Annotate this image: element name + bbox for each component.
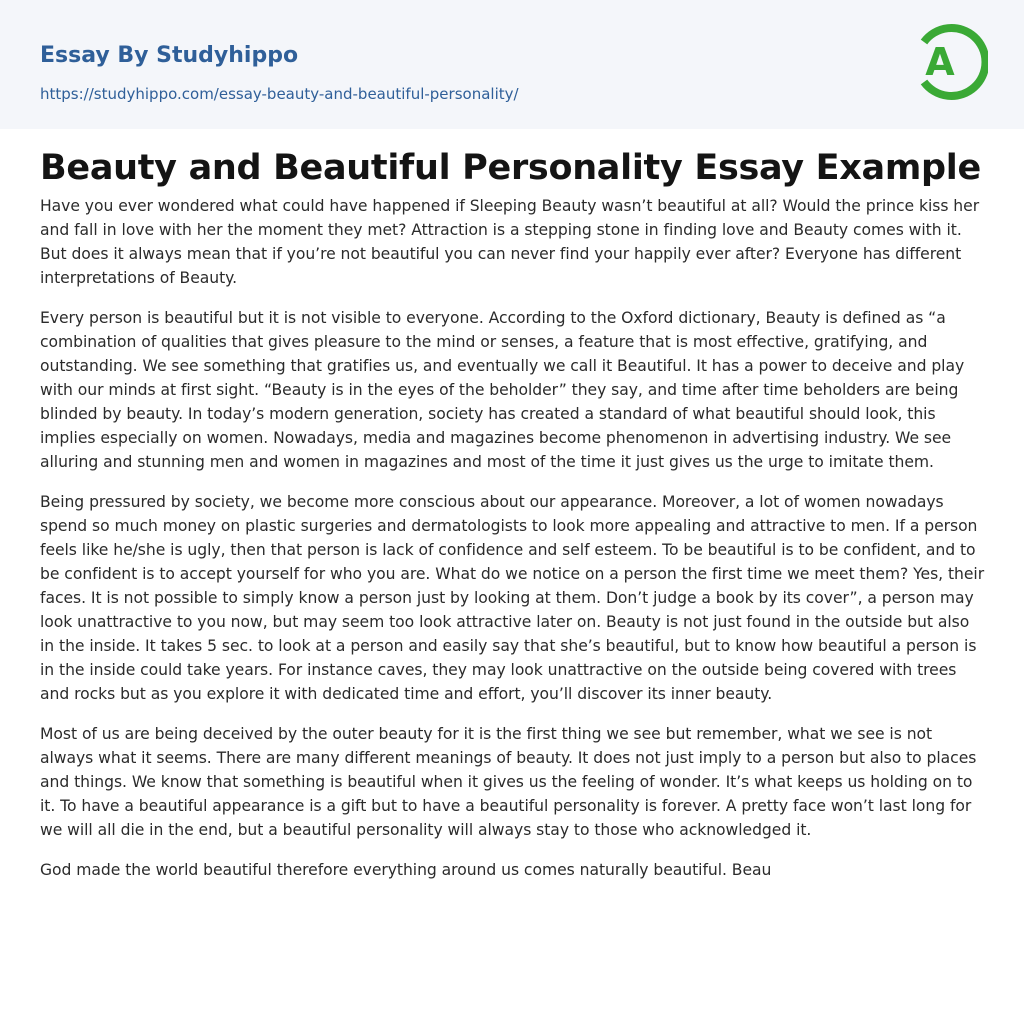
essay-paragraph: Most of us are being deceived by the outer beauty for it is the first thing we see but remember, what we see is not always what it seems. There are many different meanings of beauty. It does not just imply to a person but also to places and things. We know that something is beautiful when it gives us the feeling of wonder. It’s what keeps us holding on to it. To have a beautiful appearance is a gift but to have a beautiful personality is forever. A pretty face won’t last long for we will all die in the end, but a beautiful personality will always stay to those who acknowledged it.	[40, 725, 977, 839]
essay-title-container	[40, 0, 990, 190]
site-title: Essay By Studyhippo	[40, 43, 299, 68]
logo-letter: A	[925, 40, 955, 84]
source-url-link[interactable]: https://studyhippo.com/essay-beauty-and-beautiful-personality/	[40, 85, 519, 103]
essay-body	[40, 194, 986, 898]
essay-paragraph: Being pressured by society, we become more conscious about our appearance. Moreover, a lot of women nowadays spend so much money on plastic surgeries and dermatologists to look more appealing and attractive to men. If a person feels like he/she is ugly, then that person is lack of confidence and self esteem. To be beautiful is to be confident, and to be confident is to accept yourself for who you are. What do we notice on a person the first time we meet them? Yes, their faces. It is not possible to simply know a person just by looking at them. Don’t judge a book by its cover”, a person may look unattractive to you now, but may seem too look attractive later on. Beauty is not just found in the outside but also in the inside. It takes 5 sec. to look at a person and easily say that she’s beautiful, but to know how beautiful a person is in the inside could take years. For instance caves, they may look unattractive on the outside being covered with trees and rocks but as you explore it with dedicated time and effort, you’ll discover its inner beauty.	[40, 493, 985, 703]
essay-paragraph: Every person is beautiful but it is not visible to everyone. According to the Oxford dictionary, Beauty is defined as “a combination of qualities that gives pleasure to the mind or senses, a feature that is most effective, gratifying, and outstanding. We see something that gratifies us, and eventually we call it Beautiful. It has a power to deceive and play with our minds at first sight. “Beauty is in the eyes of the beholder” they say, and time after time beholders are being blinded by beauty. In today’s modern generation, society has created a standard of what beautiful should look, this implies especially on women. Nowadays, media and magazines become phenomenon in advertising industry. We see alluring and stunning men and women in magazines and most of the time it just gives us the urge to imitate them.	[40, 309, 965, 471]
essay-title: Beauty and Beautiful Personality Essay Example	[40, 148, 981, 188]
essay-paragraph: God made the world beautiful therefore everything around us comes naturally beautiful. Beau	[40, 861, 772, 879]
essay-paragraph: Have you ever wondered what could have happened if Sleeping Beauty wasn’t beautiful at all? Would the prince kiss her and fall in love with her the moment they met? Attraction is a stepping stone in finding love and Beauty comes with it. But does it always mean that if you’re not beautiful you can never find your happily ever after? Everyone has different interpretations of Beauty.	[40, 197, 980, 287]
